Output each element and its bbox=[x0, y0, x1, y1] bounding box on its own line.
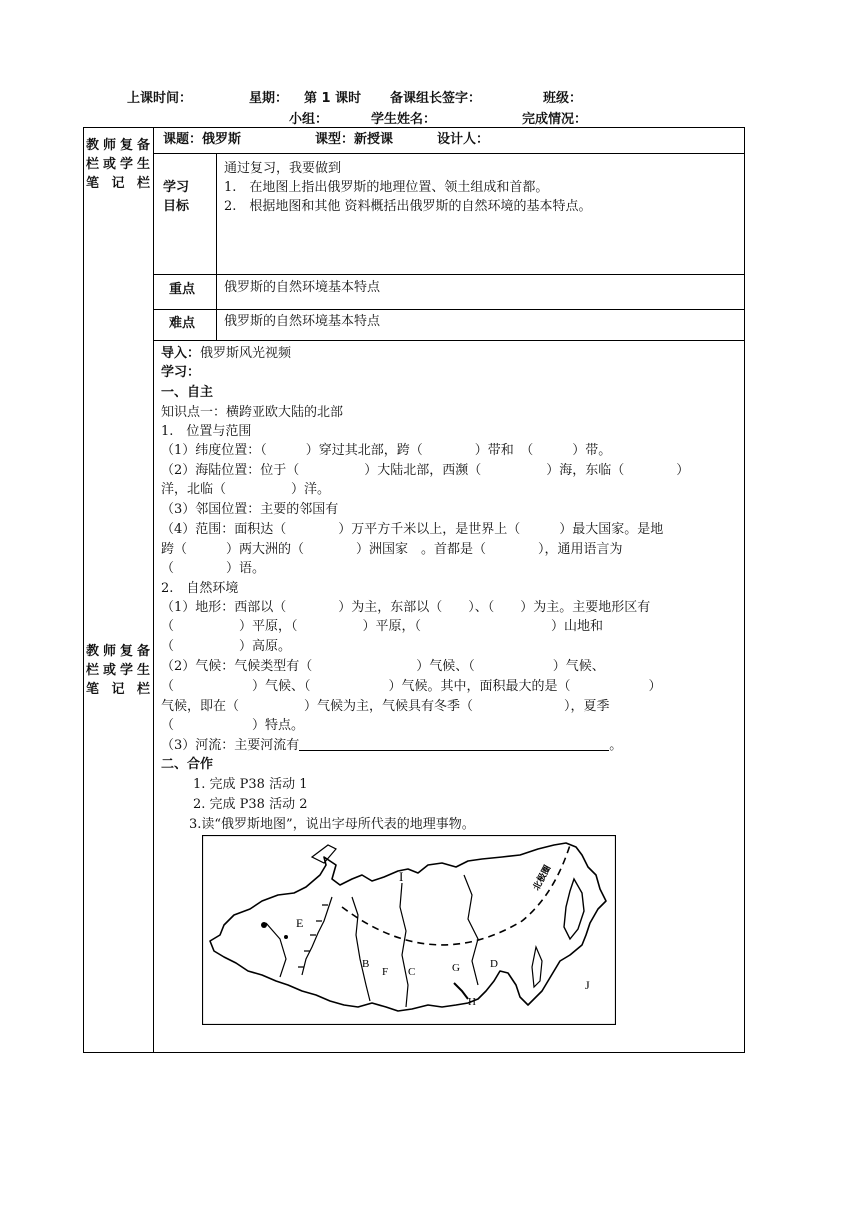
designer: 设计人： bbox=[437, 132, 490, 147]
answer-underline bbox=[299, 737, 609, 751]
side-label-top: 教师复备栏或学生笔记栏 bbox=[86, 138, 150, 191]
city-dot bbox=[261, 922, 267, 928]
goals-line: 2. 根据地图和其他 资料概括出俄罗斯的自然环境的基本特点。 bbox=[224, 199, 592, 214]
side-label-bottom: 教师复备栏或学生笔记栏 bbox=[86, 644, 150, 697]
map-label-f: F bbox=[382, 966, 389, 978]
map-label-b: B bbox=[362, 958, 370, 970]
map-frame bbox=[203, 836, 616, 1025]
difficulty-label: 难点 bbox=[169, 316, 196, 331]
goals-line: 1. 在地图上指出俄罗斯的地理位置、领土组成和首都。 bbox=[224, 180, 549, 195]
header-class-time: 上课时间： bbox=[127, 91, 193, 106]
map-label-d: D bbox=[490, 958, 498, 970]
task-item: 1. 完成 P38 活动 1 bbox=[193, 777, 308, 792]
goals-label-1: 学习 bbox=[163, 180, 190, 195]
section-2-title: 二、合作 bbox=[161, 757, 214, 772]
subsection-title: 1. 位置与范围 bbox=[161, 424, 252, 439]
arctic-circle-label: 北极圈 bbox=[531, 863, 554, 893]
fill-line: （ ）语。 bbox=[161, 561, 266, 576]
fill-line: （1）纬度位置：（ ）穿过其北部，跨（ ）带和 （ ）带。 bbox=[161, 443, 612, 458]
fill-line: 气候，即在（ ）气候为主，气候具有冬季（ ），夏季 bbox=[161, 699, 610, 714]
map-label-j: J bbox=[585, 978, 590, 992]
map-label-c: C bbox=[408, 966, 416, 978]
city-dot bbox=[284, 935, 288, 939]
fill-line: （ ）特点。 bbox=[161, 718, 305, 733]
header-student-name: 学生姓名： bbox=[371, 112, 437, 127]
map-label-i: I bbox=[399, 869, 404, 884]
key-point-text: 俄罗斯的自然环境基本特点 bbox=[224, 280, 381, 295]
header-completion: 完成情况： bbox=[522, 112, 588, 127]
task-item: 2. 完成 P38 活动 2 bbox=[193, 797, 308, 812]
key-point-label: 重点 bbox=[169, 282, 196, 297]
fill-line: （ ）高原。 bbox=[161, 639, 292, 654]
fill-line: （ ）平原，（ ）平原，（ ）山地和 bbox=[161, 619, 604, 634]
header-leader-sign: 备课组长签字： bbox=[390, 91, 482, 106]
fill-line: （1）地形：西部以（ ）为主，东部以（ ）、（ ）为主。主要地形区有 bbox=[161, 600, 651, 615]
header-group: 小组： bbox=[289, 112, 329, 127]
topic-title: 课题：俄罗斯 bbox=[163, 132, 242, 147]
study-label: 学习： bbox=[161, 365, 201, 380]
difficulty-text: 俄罗斯的自然环境基本特点 bbox=[224, 314, 381, 329]
fill-line: 跨（ ）两大洲的（ ）洲国家 。首都是（ ），通用语言为 bbox=[161, 542, 623, 557]
header-weekday: 星期： bbox=[249, 91, 289, 106]
task-item: 3.读“俄罗斯地图”，说出字母所代表的地理事物。 bbox=[189, 817, 475, 832]
map-label-g: G bbox=[452, 962, 460, 974]
header-period: 第 1 课时 bbox=[304, 91, 362, 106]
knowledge-point-1: 知识点一：横跨亚欧大陆的北部 bbox=[161, 405, 344, 420]
fill-line: 洋，北临（ ）洋。 bbox=[161, 482, 331, 497]
fill-line: （ ）气候、（ ）气候。其中，面积最大的是（ ） bbox=[161, 679, 662, 694]
fill-line: （3）邻国位置：主要的邻国有 bbox=[161, 502, 339, 517]
russia-map bbox=[202, 835, 616, 1025]
header-class: 班级： bbox=[543, 91, 583, 106]
fill-line: （2）气候：气候类型有（ ）气候、（ ）气候、 bbox=[161, 659, 605, 674]
lesson-type: 课型：新授课 bbox=[315, 132, 394, 147]
goals-label-2: 目标 bbox=[163, 199, 190, 214]
map-label-h: H bbox=[468, 996, 476, 1008]
fill-line: （4）范围：面积达（ ）万平方千米以上，是世界上（ ）最大国家。是地 bbox=[161, 522, 664, 537]
river-line: （3）河流：主要河流有 。 bbox=[161, 738, 623, 753]
section-1-title: 一、自主 bbox=[161, 385, 214, 400]
map-label-e: E bbox=[296, 916, 304, 930]
fill-line: 2. 自然环境 bbox=[161, 581, 239, 596]
fill-line: （2）海陆位置：位于（ ）大陆北部，西濒（ ）海，东临（ ） bbox=[161, 463, 690, 478]
goals-line: 通过复习，我要做到 bbox=[224, 161, 342, 176]
intro: 导入：俄罗斯风光视频 bbox=[161, 346, 292, 361]
